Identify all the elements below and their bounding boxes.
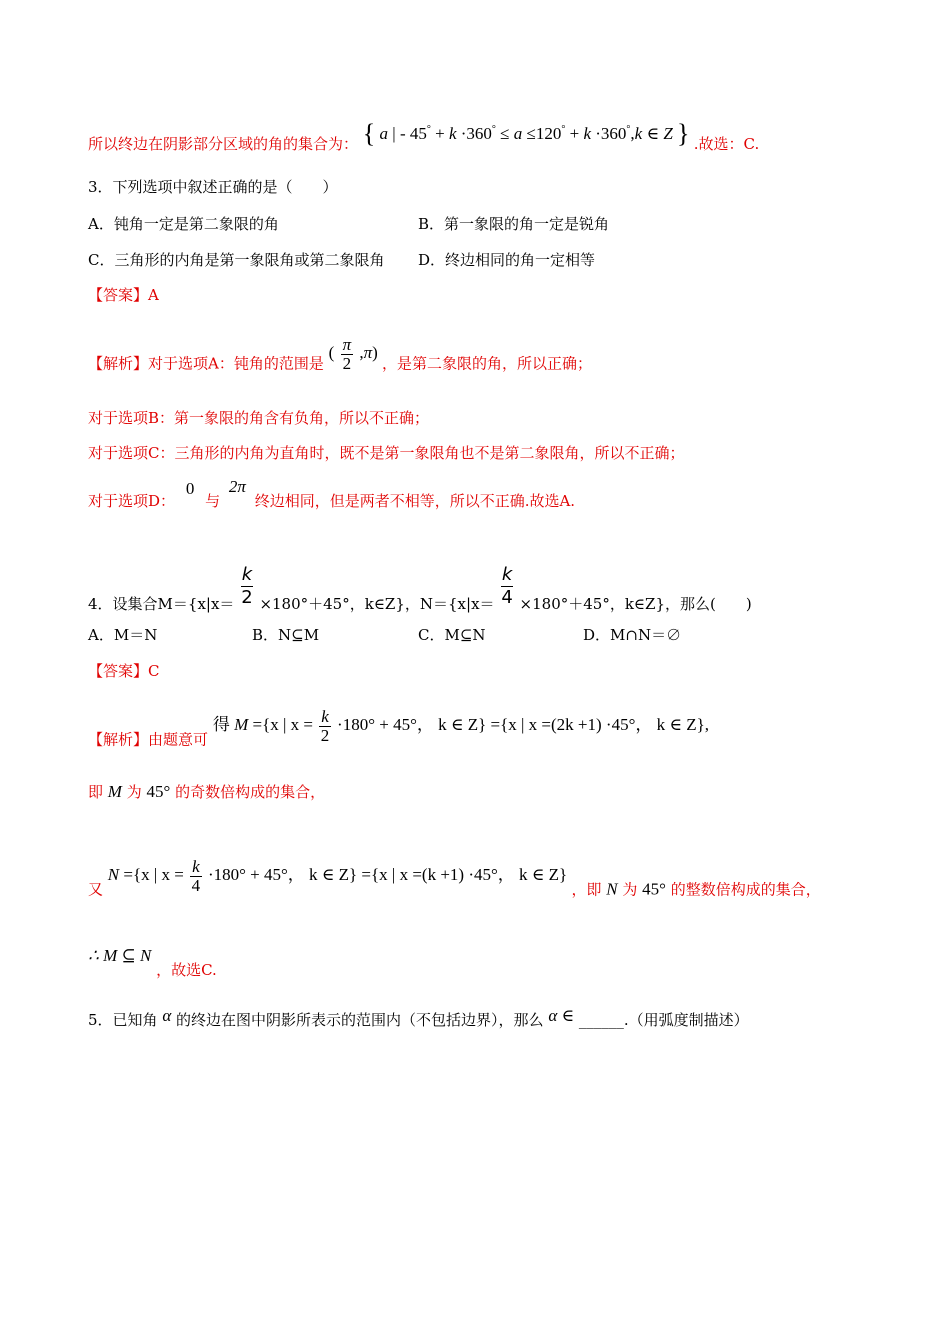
q3-explanation-c: 对于选项C：三角形的内角为直角时，既不是第一象限角也不是第二象限角，所以不正确； <box>88 444 685 462</box>
q4-explanation-1: 【解析】由题意可 得 M ={x | x = $\frac{k}{2}$ ·180° + 45°， k ∈ Z} ={x | x =(2k +1) ·45°， k ∈ Z}, <box>88 707 710 749</box>
set-expression: { a | - 45° + k ·360° ≤ a ≤120° + k ·360°,k ∈ Z } <box>362 119 690 148</box>
q3-option-d: D．终边相同的角一定相等 <box>418 251 596 269</box>
explanation-label: 【解析】 <box>88 354 149 373</box>
q4-explanation-2: 即 M 为 45° 的奇数倍构成的集合， <box>88 782 326 801</box>
interval-expression: ( $\frac{\pi}{2}$ ,π) <box>328 335 378 373</box>
q4-option-c: C．M⊆N <box>418 626 486 644</box>
q4-option-b: B．N⊆M <box>252 626 320 644</box>
prev-solution-line <box>88 119 760 154</box>
answer-blank[interactable]: ______ <box>578 1011 624 1029</box>
q4-option-a: A．M＝N <box>88 626 158 644</box>
q3-stem: 3．下列选项中叙述正确的是（ ） <box>88 178 338 196</box>
q3-option-a: A．钝角一定是第二象限的角 <box>88 215 279 233</box>
q3-answer: 【答案】A <box>88 286 159 304</box>
q3-explanation-b: 对于选项B：第一象限的角含有负角，所以不正确； <box>88 409 430 427</box>
q4-answer: 【答案】C <box>88 662 160 680</box>
q4-stem: 4．设集合M＝{x|x＝ $\frac{k}{2}$ ×180°＋45°，k∈Z}，N＝{x|x＝ $\frac{k}{4}$ ×180°＋45°，k∈Z}，那么( ) <box>88 564 752 613</box>
q4-explanation-3: 又 N ={x | x = $\frac{k}{4}$ ·180° + 45°， k ∈ Z} ={x | x =(k +1) ·45°， k ∈ Z} ，即 N 为 45° 的整数倍构成的集合， <box>88 857 821 899</box>
q3-explanation-d: 对于选项D： 0 与 2π 终边相同，但是两者不相等，所以不正确.故选A. <box>88 477 576 510</box>
prev-solution-text: 所以终边在阴影部分区域的角的集合为： <box>88 135 359 153</box>
q3-option-c: C．三角形的内角是第一象限角或第二象限角 <box>88 251 385 269</box>
q5-stem: 5．已知角 α 的终边在图中阴影所表示的范围内（不包括边界），那么 α ∈ ______.（用弧度制描述） <box>88 1006 749 1029</box>
q4-option-d: D．M∩N＝∅ <box>583 626 682 644</box>
prev-solution-tail: .故选：C. <box>693 135 760 153</box>
q3-option-b: B．第一象限的角一定是锐角 <box>418 215 610 233</box>
q3-explanation-a: 【解析】对于选项A：钝角的范围是 ( $\frac{\pi}{2}$ ,π) ，是第二象限的角，所以正确； <box>88 335 593 373</box>
q4-conclusion: ∴ M ⊆ N ，故选C. <box>88 946 217 979</box>
